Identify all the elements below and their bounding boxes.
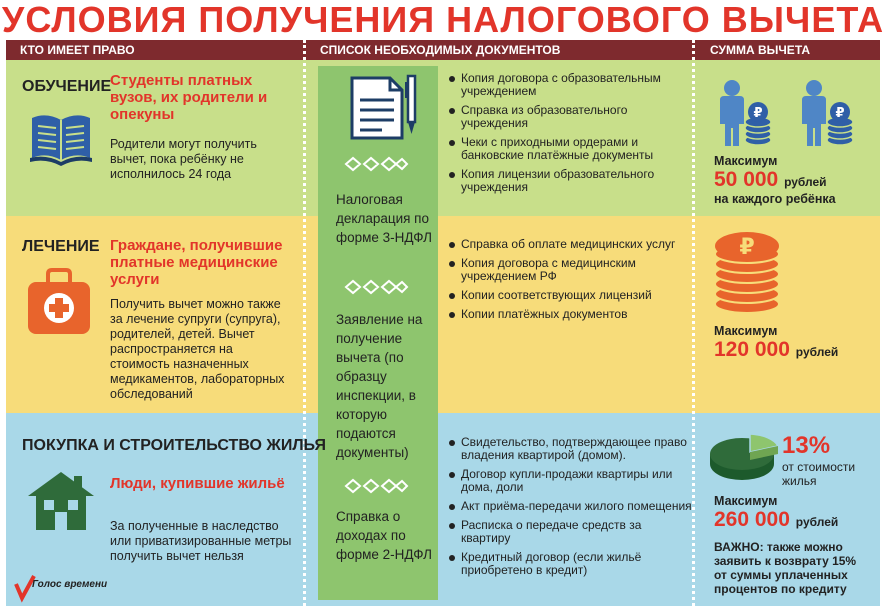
category-housing: ПОКУПКА И СТРОИТЕЛЬСТВО ЖИЛЬЯ	[22, 437, 326, 454]
list-item: Копии соответствующих лицензий	[447, 289, 692, 302]
book-icon	[28, 112, 94, 166]
list-item: Акт приёма-передачи жилого помещения	[447, 500, 692, 513]
housing-who: Люди, купившие жильё	[110, 475, 285, 492]
list-item: Копия лицензии образовательного учреждения	[447, 168, 692, 194]
golos-vremeni-logo	[14, 574, 108, 602]
first-aid-kit-icon	[26, 268, 92, 338]
list-item: Копия договора с медицинским учреждением РФ	[447, 257, 692, 283]
housing-docs-list	[447, 436, 692, 583]
category-treatment: ЛЕЧЕНИЕ	[22, 238, 100, 255]
amount: 260 000	[714, 508, 790, 531]
column-divider	[303, 40, 306, 606]
housing-max-label: Максимум	[714, 494, 778, 508]
header-sum: СУММА ВЫЧЕТА	[710, 43, 811, 57]
page-title: УСЛОВИЯ ПОЛУЧЕНИЯ НАЛОГОВОГО ВЫЧЕТА	[1, 0, 885, 40]
list-item: Расписка о передаче средств за квартиру	[447, 519, 692, 545]
education-max-value	[714, 168, 827, 192]
treatment-max-label: Максимум	[714, 324, 778, 338]
parent-coins-icon	[712, 78, 862, 150]
education-desc: Родители могут получить вычет, пока ребёнку не исполнилось 24 года	[110, 137, 257, 181]
education-who: Студенты платных вузов, их родители и опекуны	[110, 72, 268, 123]
list-item: Свидетельство, подтверждающее право владения квартирой (домом).	[447, 436, 692, 462]
list-item: Справка из образовательного учреждения	[447, 104, 692, 130]
education-docs-list	[447, 72, 692, 200]
column-divider	[692, 40, 695, 606]
coin-stack-icon	[712, 228, 782, 314]
ruble-sign: ₽	[739, 235, 755, 260]
housing-max-value	[714, 508, 838, 532]
currency-unit: рублей	[795, 345, 839, 359]
list-item: Договор купли-продажи квартиры или дома, доли	[447, 468, 692, 494]
pie-chart-icon	[706, 428, 780, 486]
category-education: ОБУЧЕНИЕ	[22, 78, 112, 95]
common-doc-application: Заявление на получение вычета (по образцу инспекции, в которую подаются документы)	[336, 312, 423, 460]
document-pen-icon	[344, 72, 424, 144]
header-who: КТО ИМЕЕТ ПРАВО	[20, 43, 135, 57]
housing-percent: 13%	[782, 432, 831, 459]
diamond-separator	[344, 280, 408, 294]
list-item: Копия договора с образовательным учреждением	[447, 72, 692, 98]
treatment-docs-list	[447, 238, 692, 327]
common-doc-declaration: Налоговая декларация по форме 3-НДФЛ	[336, 192, 432, 245]
treatment-max-value	[714, 338, 838, 362]
treatment-who: Граждане, получившие платные медицинские услуги	[110, 237, 283, 288]
housing-desc: За полученные в наследство или приватизированные метры получить вычет нельзя	[110, 519, 292, 563]
diamond-separator	[344, 157, 408, 171]
currency-unit: рублей	[795, 515, 839, 529]
common-doc-income: Справка о доходах по форме 2-НДФЛ	[336, 509, 432, 562]
list-item: Чеки с приходными ордерами и банковские платёжные документы	[447, 136, 692, 162]
amount: 120 000	[714, 338, 790, 361]
diamond-separator	[344, 479, 408, 493]
house-icon	[26, 470, 96, 532]
ruble-sign: ₽	[753, 106, 763, 121]
list-item: Справка об оплате медицинских услуг	[447, 238, 692, 251]
column-header-bar	[6, 40, 880, 60]
amount: 50 000	[714, 168, 779, 191]
treatment-desc: Получить вычет можно также за лечение супруги (супруга), родителей, детей. Вычет распространяется на стоимость назначенных медикаментов, лабораторных обследований	[110, 297, 285, 401]
education-per-child: на каждого ребёнка	[714, 192, 836, 206]
list-item: Копии платёжных документов	[447, 308, 692, 321]
logo-text: Голос времени	[32, 579, 108, 590]
housing-percent-note: от стоимости жилья	[782, 460, 856, 488]
currency-unit: рублей	[784, 175, 827, 189]
education-max-label: Максимум	[714, 154, 778, 168]
list-item: Кредитный договор (если жильё приобретено в кредит)	[447, 551, 692, 577]
header-docs: СПИСОК НЕОБХОДИМЫХ ДОКУМЕНТОВ	[320, 43, 561, 57]
housing-important-note: ВАЖНО: также можно заявить к возврату 15% от суммы уплаченных процентов по кредиту	[714, 540, 857, 596]
ruble-sign: ₽	[835, 106, 845, 121]
